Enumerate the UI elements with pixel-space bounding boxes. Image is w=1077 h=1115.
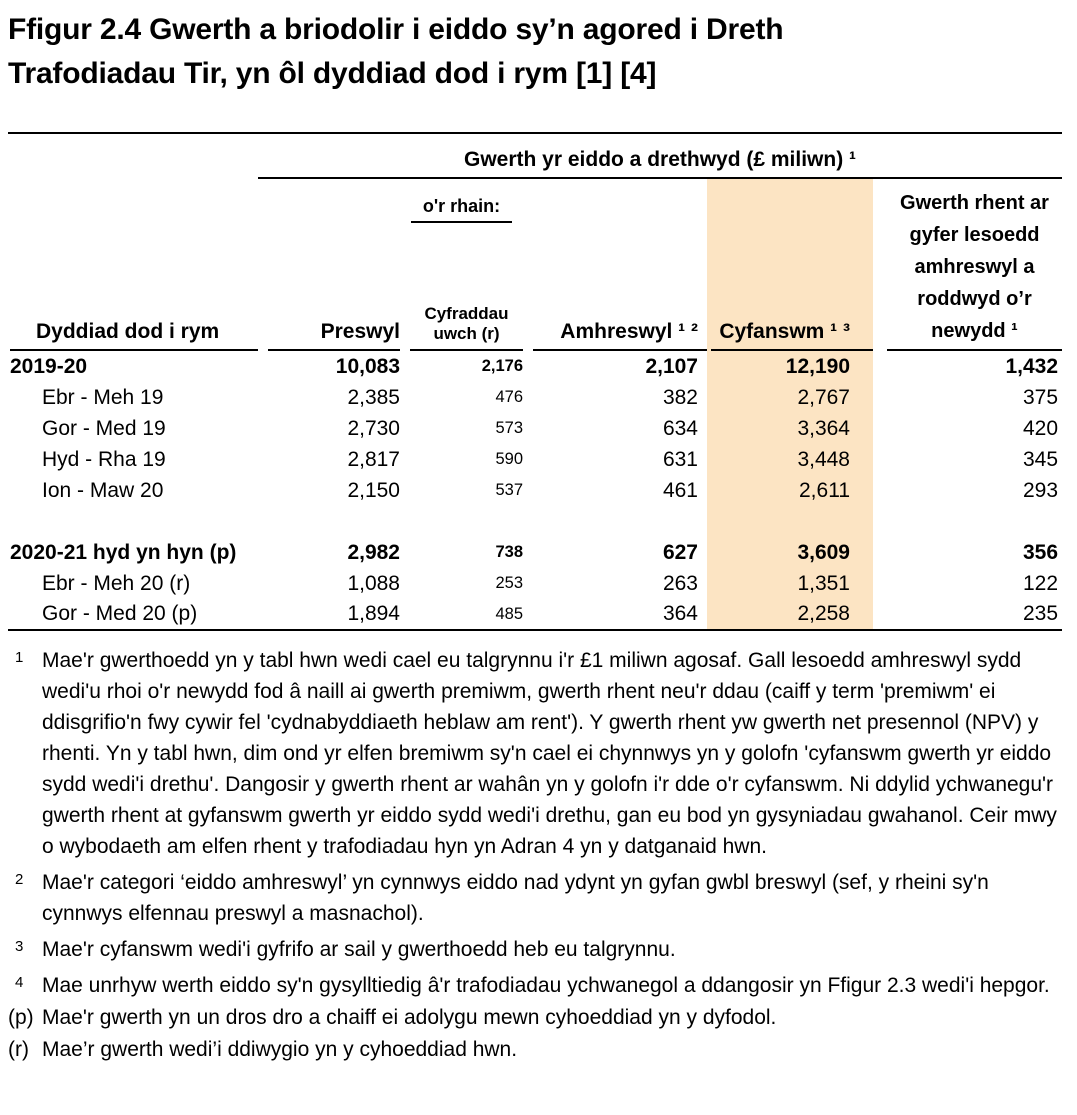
rent-header-line: Gwerth rhent ar: [900, 192, 1049, 214]
value-residential: 1,894: [258, 599, 400, 630]
figure-table: [8, 132, 1062, 631]
value-higher-rates: 2,176: [481, 357, 523, 375]
value-non-residential: 631: [662, 447, 698, 471]
value-total: 12,190: [707, 351, 873, 382]
value-residential: 2,817: [347, 447, 400, 471]
empty-cell: [873, 506, 1062, 537]
footnote-text: Mae'r cyfanswm wedi'i gyfrifo ar sail y gwerthoedd heb eu talgrynnu.: [42, 938, 676, 961]
footnotes: [8, 645, 1062, 1065]
value-residential: 1,088: [347, 571, 400, 595]
rent-header-line: amhreswyl a: [914, 256, 1035, 278]
footnote-marker: (r): [8, 1038, 29, 1061]
table-row: [8, 475, 1062, 506]
of-which-row: [8, 179, 1062, 291]
value-total: 2,611: [707, 475, 873, 506]
value-higher-rates: 738: [495, 543, 523, 561]
column-header-total: Cyfanswm ¹ ³: [707, 291, 873, 351]
footnote-4: [8, 970, 1062, 1001]
footnote-text: Mae'r gwerthoedd yn y tabl hwn wedi cael eu talgrynnu i'r £1 miliwn agosaf. Gall lesoedd amhreswyl sydd wedi'u rhoi o'r newydd fod â naill ai gwerth premiwm, gwerth rhent neu'r ddau (caiff y term 'premiwm' ei ddisgrifio'n fwy cywir fel 'cydnabyddiaeth heblaw am rent'). Y gwerth rhent yw gwerth net presennol (NPV) y rhenti. Yn y tabl hwn, dim ond yr elfen bremiwm sy'n cael ei chynnwys yn y golofn 'cyfanswm gwerth yr eiddo sydd wedi'i drethu'. Dangosir y gwerth rhent ar wahân yn y golofn i'r dde o'r cyfanswm. Ni ddylid ychwanegu'r gwerth rhent at gyfanswm gwerth yr eiddo sydd wedi'i drethu, gan eu bod yn gysyniadau gwahanol. Ceir mwy o wybodaeth am elfen rhent y trafodiadau hyn yn Adran 4 yn y datganaid hwn.: [42, 649, 1057, 858]
value-total: 2,258: [707, 599, 873, 630]
value-non-residential: 627: [662, 540, 698, 564]
value-total: 3,609: [707, 537, 873, 568]
footnote-1: [8, 645, 1062, 862]
value-higher-rates: 573: [495, 419, 523, 437]
row-label: 2020-21 hyd yn hyn (p): [10, 540, 237, 564]
value-non-residential: 382: [662, 385, 698, 409]
column-header-date: Dyddiad dod i rym: [8, 291, 258, 351]
column-header-rent: [873, 179, 1062, 351]
value-rent: 356: [1022, 540, 1059, 564]
group-header-cell: [258, 133, 1062, 179]
value-higher-rates: 253: [495, 574, 523, 592]
value-total: 3,448: [707, 444, 873, 475]
higher-rates-line-2: uwch (r): [433, 324, 500, 343]
value-non-residential: 263: [662, 571, 698, 595]
value-total: 2,767: [707, 382, 873, 413]
empty-cell: [258, 179, 400, 291]
table-row: [8, 444, 1062, 475]
value-residential: 10,083: [335, 354, 400, 378]
total-column-highlight: [707, 179, 873, 291]
footnote-text: Mae unrhyw werth eiddo sy'n gysylltiedig â'r trafodiadau ychwanegol a ddangosir yn Ffigur 2.3 wedi'i hepgor.: [42, 974, 1050, 997]
column-header-higher-rates: [400, 291, 523, 351]
value-rent: 293: [1022, 478, 1059, 502]
total-column-highlight: [707, 506, 873, 537]
of-which-label: o'r rhain:: [411, 196, 512, 223]
footnote-text: Mae’r gwerth wedi’i ddiwygio yn y cyhoeddiad hwn.: [42, 1038, 518, 1061]
value-non-residential: 2,107: [645, 354, 698, 378]
row-label: Gor - Med 20 (p): [8, 599, 258, 630]
row-label: 2019-20: [10, 354, 88, 378]
column-header-non-residential: Amhreswyl ¹ ²: [523, 291, 707, 351]
table-row: [8, 599, 1062, 630]
value-residential: 2,982: [347, 540, 400, 564]
value-rent: 375: [1022, 385, 1059, 409]
spacer-row: [8, 506, 1062, 537]
value-residential: 2,730: [347, 416, 400, 440]
row-label: Gor - Med 19: [42, 416, 166, 440]
footnote-text: Mae'r categori ‘eiddo amhreswyl’ yn cynnwys eiddo nad ydynt yn gyfan gwbl breswyl (sef, y rheini sy'n cynnwys elfennau preswyl a masnachol).: [42, 871, 989, 925]
higher-rates-line-1: Cyfraddau: [424, 304, 509, 323]
value-total: 1,351: [707, 568, 873, 599]
value-higher-rates: 476: [495, 388, 523, 406]
table-row: [8, 537, 1062, 568]
empty-cell: [523, 179, 707, 291]
footnote-marker: 4: [15, 974, 24, 991]
value-total: 3,364: [707, 413, 873, 444]
page-title-line-1: Ffigur 2.4 Gwerth a briodolir i eiddo sy’n agored i Dreth: [8, 13, 784, 46]
rent-header-line: roddwyd o’r: [917, 288, 1032, 310]
empty-cell: [8, 133, 258, 179]
value-higher-rates: 537: [495, 481, 523, 499]
value-rent: 235: [873, 599, 1062, 630]
of-which-cell: [400, 179, 523, 291]
row-label: Ebr - Meh 20 (r): [42, 571, 191, 595]
value-rent: 1,432: [1005, 354, 1059, 378]
value-non-residential: 634: [662, 416, 698, 440]
footnote-marker: (p): [8, 1006, 34, 1029]
footnote-text: Mae'r gwerth yn un dros dro a chaiff ei adolygu mewn cyhoeddiad yn y dyfodol.: [42, 1006, 777, 1029]
table-group-header-row: [8, 133, 1062, 179]
table-row: [8, 382, 1062, 413]
value-residential: 2,385: [347, 385, 400, 409]
value-non-residential: 364: [523, 599, 707, 630]
value-higher-rates: 590: [495, 450, 523, 468]
row-label: Hyd - Rha 19: [42, 447, 166, 471]
row-label: Ebr - Meh 19: [42, 385, 164, 409]
rent-header-line: gyfer lesoedd: [909, 224, 1040, 246]
footnote-r: [8, 1034, 1062, 1065]
value-rent: 420: [1022, 416, 1059, 440]
value-rent: 122: [1022, 571, 1059, 595]
empty-cell: [8, 506, 707, 537]
group-header: Gwerth yr eiddo a drethwyd (£ miliwn) ¹: [258, 136, 1062, 179]
footnote-marker: 2: [15, 871, 24, 888]
footnote-3: [8, 934, 1062, 965]
column-header-residential: Preswyl: [258, 291, 400, 351]
page-title: [8, 8, 1062, 96]
table-row: [8, 413, 1062, 444]
empty-cell: [8, 179, 258, 291]
table-row: [8, 568, 1062, 599]
page-title-line-2: Trafodiadau Tir, yn ôl dyddiad dod i rym [1] [4]: [8, 57, 657, 90]
footnote-p: [8, 1002, 1062, 1033]
table-row: [8, 351, 1062, 382]
value-higher-rates: 485: [400, 599, 523, 630]
footnote-marker: 1: [15, 649, 24, 666]
value-non-residential: 461: [662, 478, 698, 502]
footnote-marker: 3: [15, 938, 24, 955]
footnote-2: [8, 867, 1062, 929]
value-rent: 345: [1022, 447, 1059, 471]
rent-header-line: newydd ¹: [931, 320, 1018, 342]
row-label: Ion - Maw 20: [42, 478, 164, 502]
value-residential: 2,150: [347, 478, 400, 502]
